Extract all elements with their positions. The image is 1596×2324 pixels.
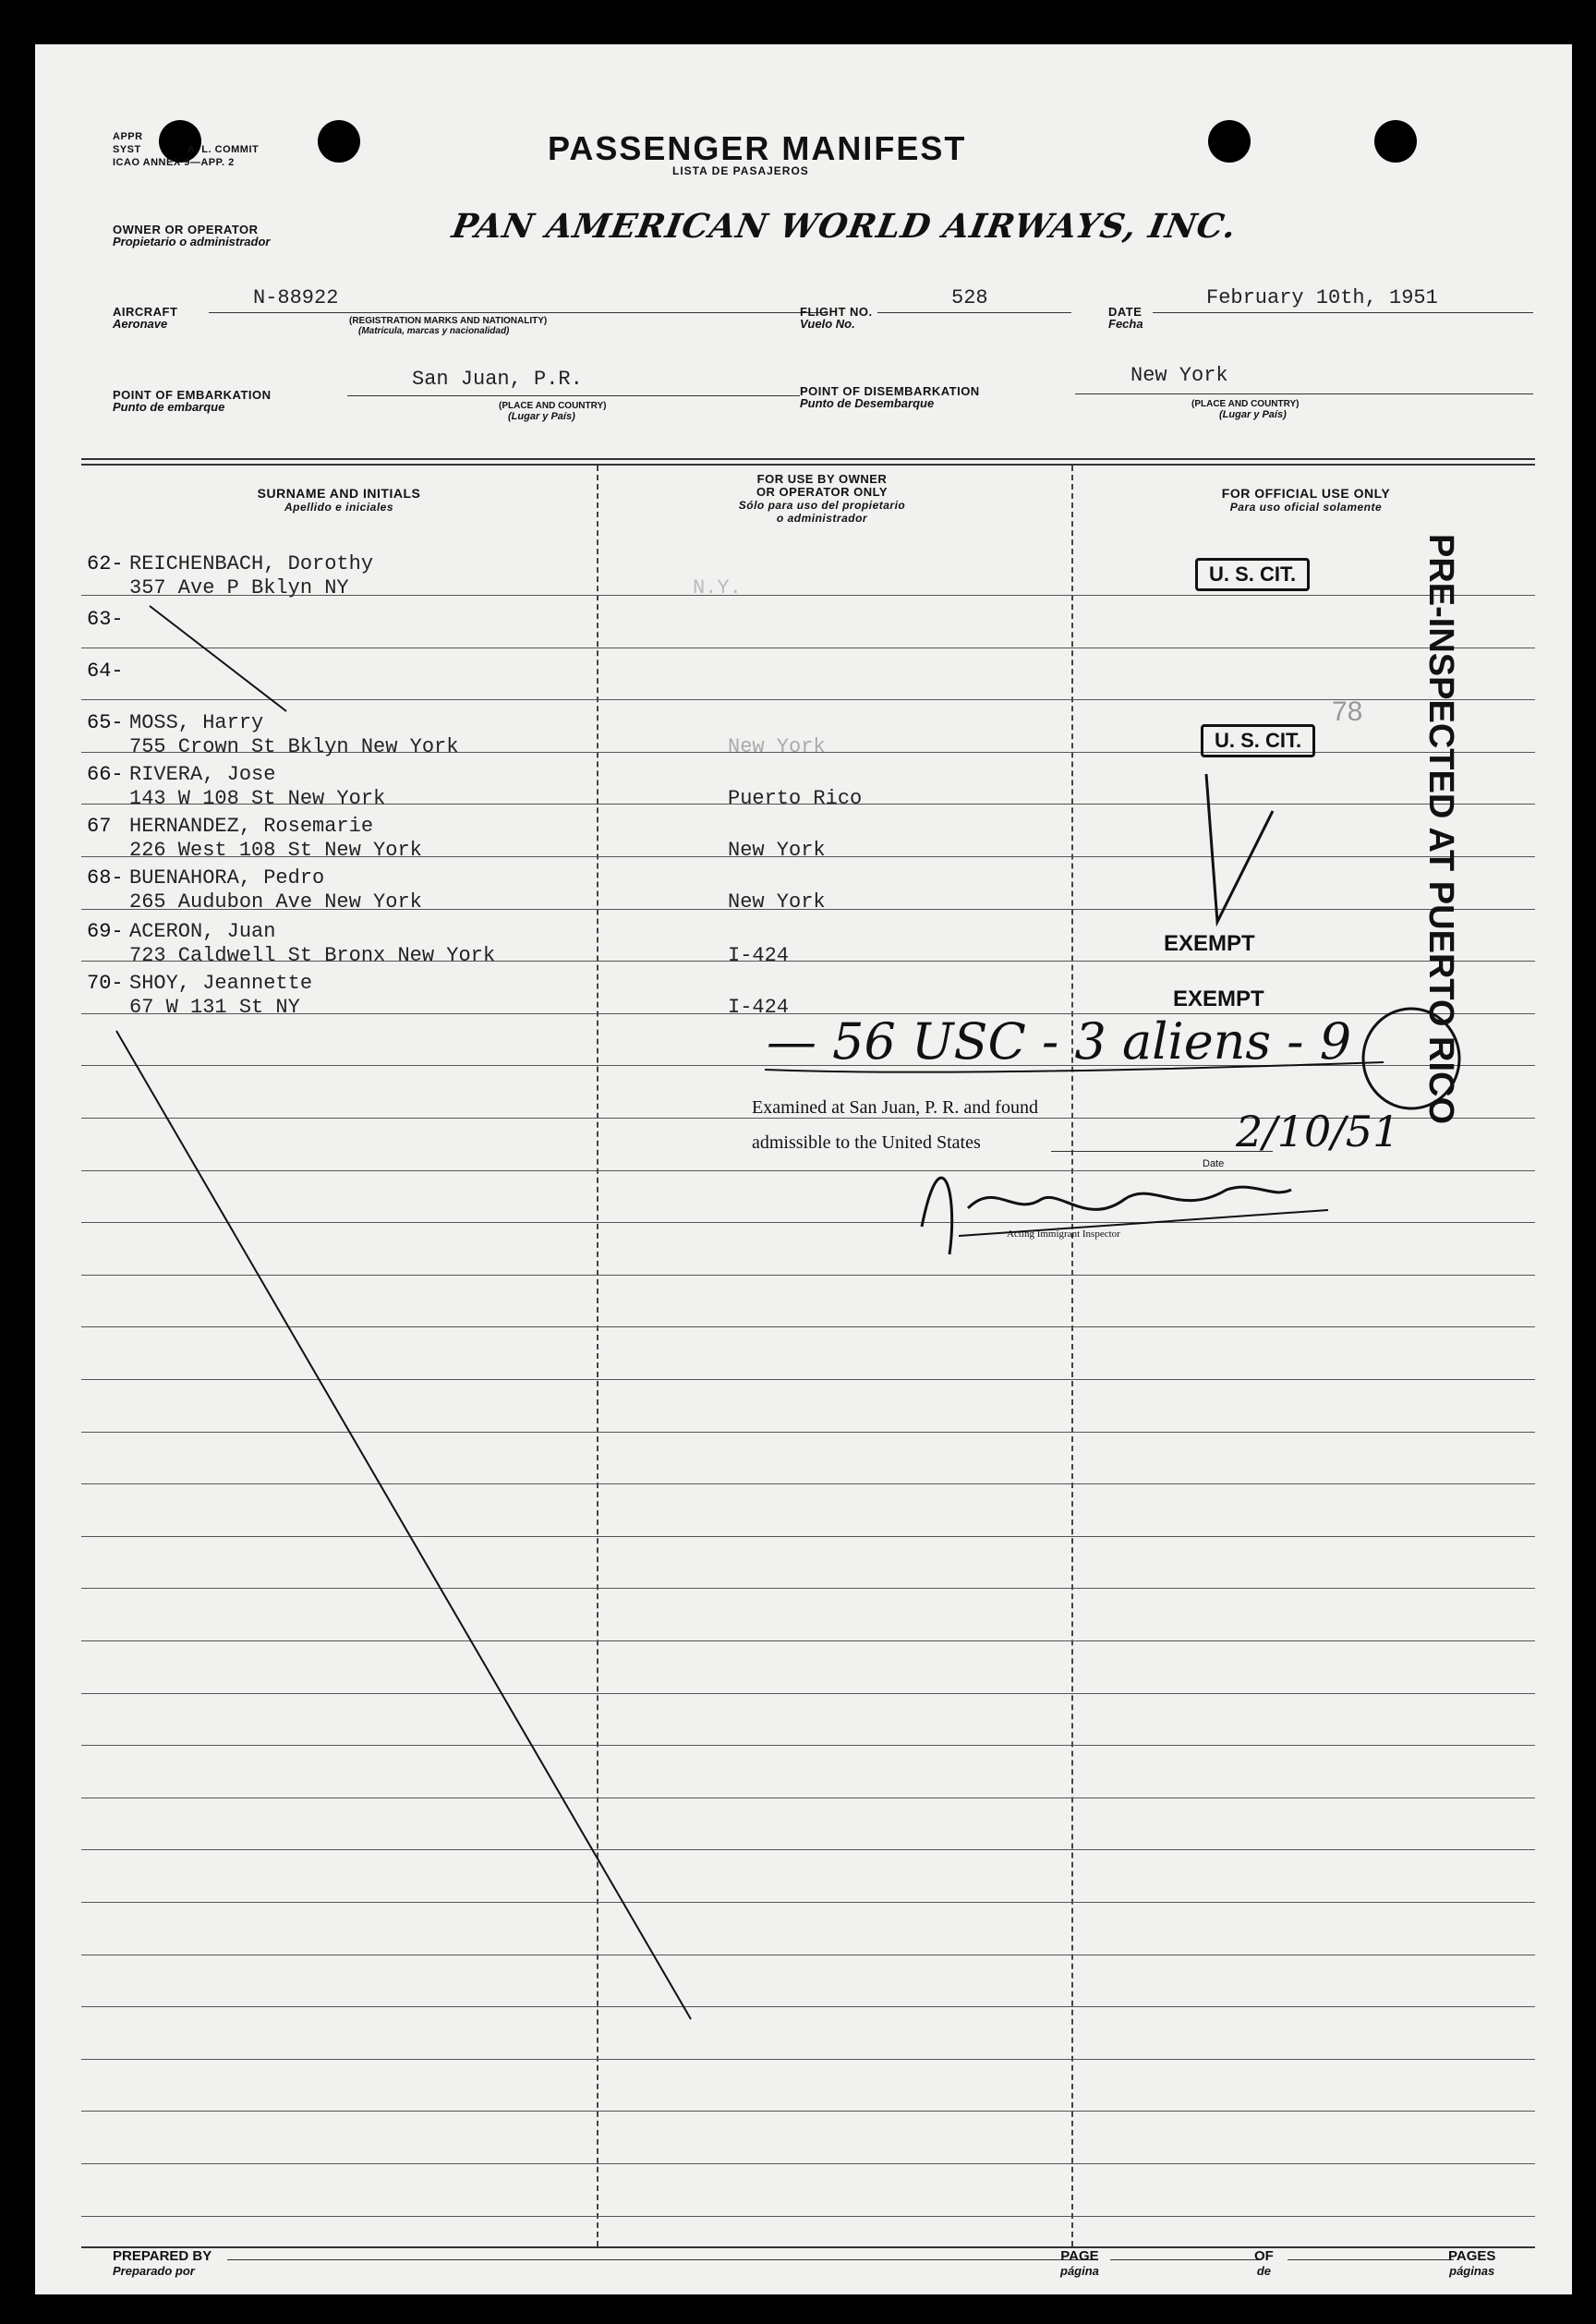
page-title: PASSENGER MANIFEST bbox=[548, 129, 967, 167]
date-label-es: Fecha bbox=[1108, 317, 1143, 331]
exam-line-1: Examined at San Juan, P. R. and found bbox=[752, 1097, 1038, 1118]
page-label: PAGE página bbox=[1060, 2248, 1099, 2278]
preinspected-stamp: PRE-INSPECTED AT PUERTO RICO bbox=[1421, 534, 1460, 1125]
passenger-name: RIVERA, Jose bbox=[129, 763, 276, 786]
approval-line-1b: A. L. COMMIT bbox=[187, 144, 260, 155]
handwritten-marks bbox=[35, 44, 1572, 2294]
passenger-address: 143 W 108 St New York bbox=[129, 787, 386, 810]
carrier-name: PAN AMERICAN WORLD AIRWAYS, INC. bbox=[449, 207, 1240, 246]
exam-date-label: Date bbox=[1203, 1158, 1225, 1169]
embarkation-label-es: Punto de embarque bbox=[113, 400, 225, 414]
approval-line-2: SYST bbox=[113, 144, 141, 155]
exam-line-2: admissible to the United States bbox=[752, 1132, 981, 1153]
owner-label-es: Propietario o administrador bbox=[113, 235, 271, 248]
disembarkation-label: POINT OF DISEMBARKATION bbox=[800, 384, 980, 398]
owner-entry: I-424 bbox=[728, 944, 790, 967]
manifest-page: APPR SYST A. L. COMMIT ICAO ANNEX 9—APP. 2 PASSENGER MANIFEST LISTA DE PASAJEROS OWNER OR OPERATOR Propietario o administrador PAN AMERICAN WORLD AIRWAYS, INC. AIRCRAFT Aeronave N-88922 (REGISTRATION MARKS AND NATIONALITY) (Matricula, marcas y nacionalidad) FLIGHT NO. Vuelo No. 528 DATE Fecha February 10th, 1951 POINT OF EMBARKATION Punto de embarque San Juan, P.R. (PLACE AND COUNTRY) (Lugar y País) POINT OF DISEMBARKATION Punto de Desembarque New York (PLACE AND COUNTRY) (Lugar y País) SURNAME AND INITIALS Apellido e iniciales FOR USE BY OWNER OR OPERATOR ONLY Sólo para uso del propietario o administrador FOR OFFICIAL USE ONLY Para uso oficial solamente 62- REICHENBACH, Dorothy 357 Ave P Bklyn NY N.Y. 63- 64- 78 65- MOSS, Harry 755 Crown St Bklyn New York New York 66- RIVERA, Jose 143 W 108 St New York Puerto Rico 67 HERNANDEZ, Rosemarie 226 West 108 St New York New York 68- BUENAHORA, Pedro 265 Audubon Ave New York New York 69- ACERON, Juan 723 Caldwell St Bronx New York I-424 EXEMPT 70- SHOY, Jeannette 67 W 131 St NY I-424 EXEMPT U. S. CIT. U. S. CIT. PRE-INSPECTED AT PUERTO RICO — 56 USC - 3 aliens - 9 Examined at San Juan, P. R. and found admissible to the United States 2/10/51 Date Acting Immigrant Inspector PREPARED BY Preparado por PAGE página OF de PAGES páginas bbox=[35, 44, 1572, 2294]
passenger-address: 723 Caldwell St Bronx New York bbox=[129, 944, 496, 967]
owner-use-header-es2: o administrador bbox=[776, 512, 868, 525]
owner-use-header-1: FOR USE BY OWNER bbox=[756, 472, 888, 486]
surname-header-es: Apellido e iniciales bbox=[284, 501, 394, 514]
owner-use-header-es1: Sólo para uso del propietario bbox=[738, 499, 906, 512]
owner-entry: Puerto Rico bbox=[728, 787, 863, 810]
passenger-address: 226 West 108 St New York bbox=[129, 839, 422, 862]
owner-label: OWNER OR OPERATOR bbox=[113, 223, 259, 236]
owner-entry: N.Y. bbox=[693, 576, 742, 599]
aircraft-note: (REGISTRATION MARKS AND NATIONALITY) bbox=[349, 316, 548, 326]
inspector-label: Acting Immigrant Inspector bbox=[1007, 1229, 1120, 1240]
embarkation-note-es: (Lugar y País) bbox=[508, 411, 575, 422]
disembarkation-note: (PLACE AND COUNTRY) bbox=[1191, 399, 1300, 409]
embarkation-note: (PLACE AND COUNTRY) bbox=[499, 401, 607, 411]
passenger-address: 67 W 131 St NY bbox=[129, 996, 300, 1019]
passenger-name: ACERON, Juan bbox=[129, 920, 276, 943]
disembarkation-note-es: (Lugar y País) bbox=[1219, 409, 1287, 420]
approval-line-1: APPR bbox=[113, 131, 143, 142]
owner-entry: New York bbox=[728, 735, 826, 758]
exam-date: 2/10/51 bbox=[1236, 1107, 1400, 1156]
embarkation-value: San Juan, P.R. bbox=[412, 368, 583, 391]
aircraft-label-es: Aeronave bbox=[113, 317, 168, 331]
date-label: DATE bbox=[1108, 305, 1143, 319]
embarkation-label: POINT OF EMBARKATION bbox=[113, 388, 272, 402]
passenger-name: MOSS, Harry bbox=[129, 711, 264, 734]
official-use-header-es: Para uso oficial solamente bbox=[1229, 501, 1383, 514]
passenger-name: REICHENBACH, Dorothy bbox=[129, 552, 374, 575]
handwritten-note: — 56 USC - 3 aliens - 9 bbox=[767, 1012, 1352, 1071]
approval-line-3: ICAO ANNEX 9—APP. 2 bbox=[113, 157, 235, 168]
surname-header-text: SURNAME AND INITIALS bbox=[257, 486, 421, 501]
official-entry: EXEMPT bbox=[1164, 931, 1255, 956]
owner-entry: I-424 bbox=[728, 996, 790, 1019]
passenger-address: 755 Crown St Bklyn New York bbox=[129, 735, 459, 758]
owner-use-header-2: OR OPERATOR ONLY bbox=[756, 485, 889, 499]
prepared-by-label: PREPARED BY Preparado por bbox=[113, 2248, 212, 2278]
disembarkation-label-es: Punto de Desembarque bbox=[800, 396, 935, 410]
owner-entry: New York bbox=[728, 890, 826, 914]
owner-entry: New York bbox=[728, 839, 826, 862]
aircraft-label: AIRCRAFT bbox=[113, 305, 178, 319]
page-subtitle: LISTA DE PASAJEROS bbox=[672, 164, 809, 177]
aircraft-note-es: (Matricula, marcas y nacionalidad) bbox=[358, 326, 510, 336]
flight-value: 528 bbox=[951, 286, 988, 309]
passenger-name: HERNANDEZ, Rosemarie bbox=[129, 815, 374, 838]
of-label: OF de bbox=[1254, 2248, 1274, 2278]
date-value: February 10th, 1951 bbox=[1206, 286, 1438, 309]
passenger-name: SHOY, Jeannette bbox=[129, 972, 313, 995]
aircraft-value: N-88922 bbox=[253, 286, 339, 309]
flight-label-es: Vuelo No. bbox=[800, 317, 855, 331]
official-use-header-text: FOR OFFICIAL USE ONLY bbox=[1221, 486, 1391, 501]
disembarkation-value: New York bbox=[1130, 364, 1228, 387]
passenger-address: 265 Audubon Ave New York bbox=[129, 890, 422, 914]
flight-label: FLIGHT NO. bbox=[800, 305, 873, 319]
us-citizen-stamp: U. S. CIT. bbox=[1195, 558, 1310, 591]
official-entry: EXEMPT bbox=[1173, 986, 1264, 1011]
pages-label: PAGES páginas bbox=[1448, 2248, 1496, 2278]
us-citizen-stamp: U. S. CIT. bbox=[1201, 724, 1315, 757]
passenger-name: BUENAHORA, Pedro bbox=[129, 866, 325, 890]
official-entry: 78 bbox=[1332, 696, 1363, 727]
passenger-address: 357 Ave P Bklyn NY bbox=[129, 576, 349, 599]
